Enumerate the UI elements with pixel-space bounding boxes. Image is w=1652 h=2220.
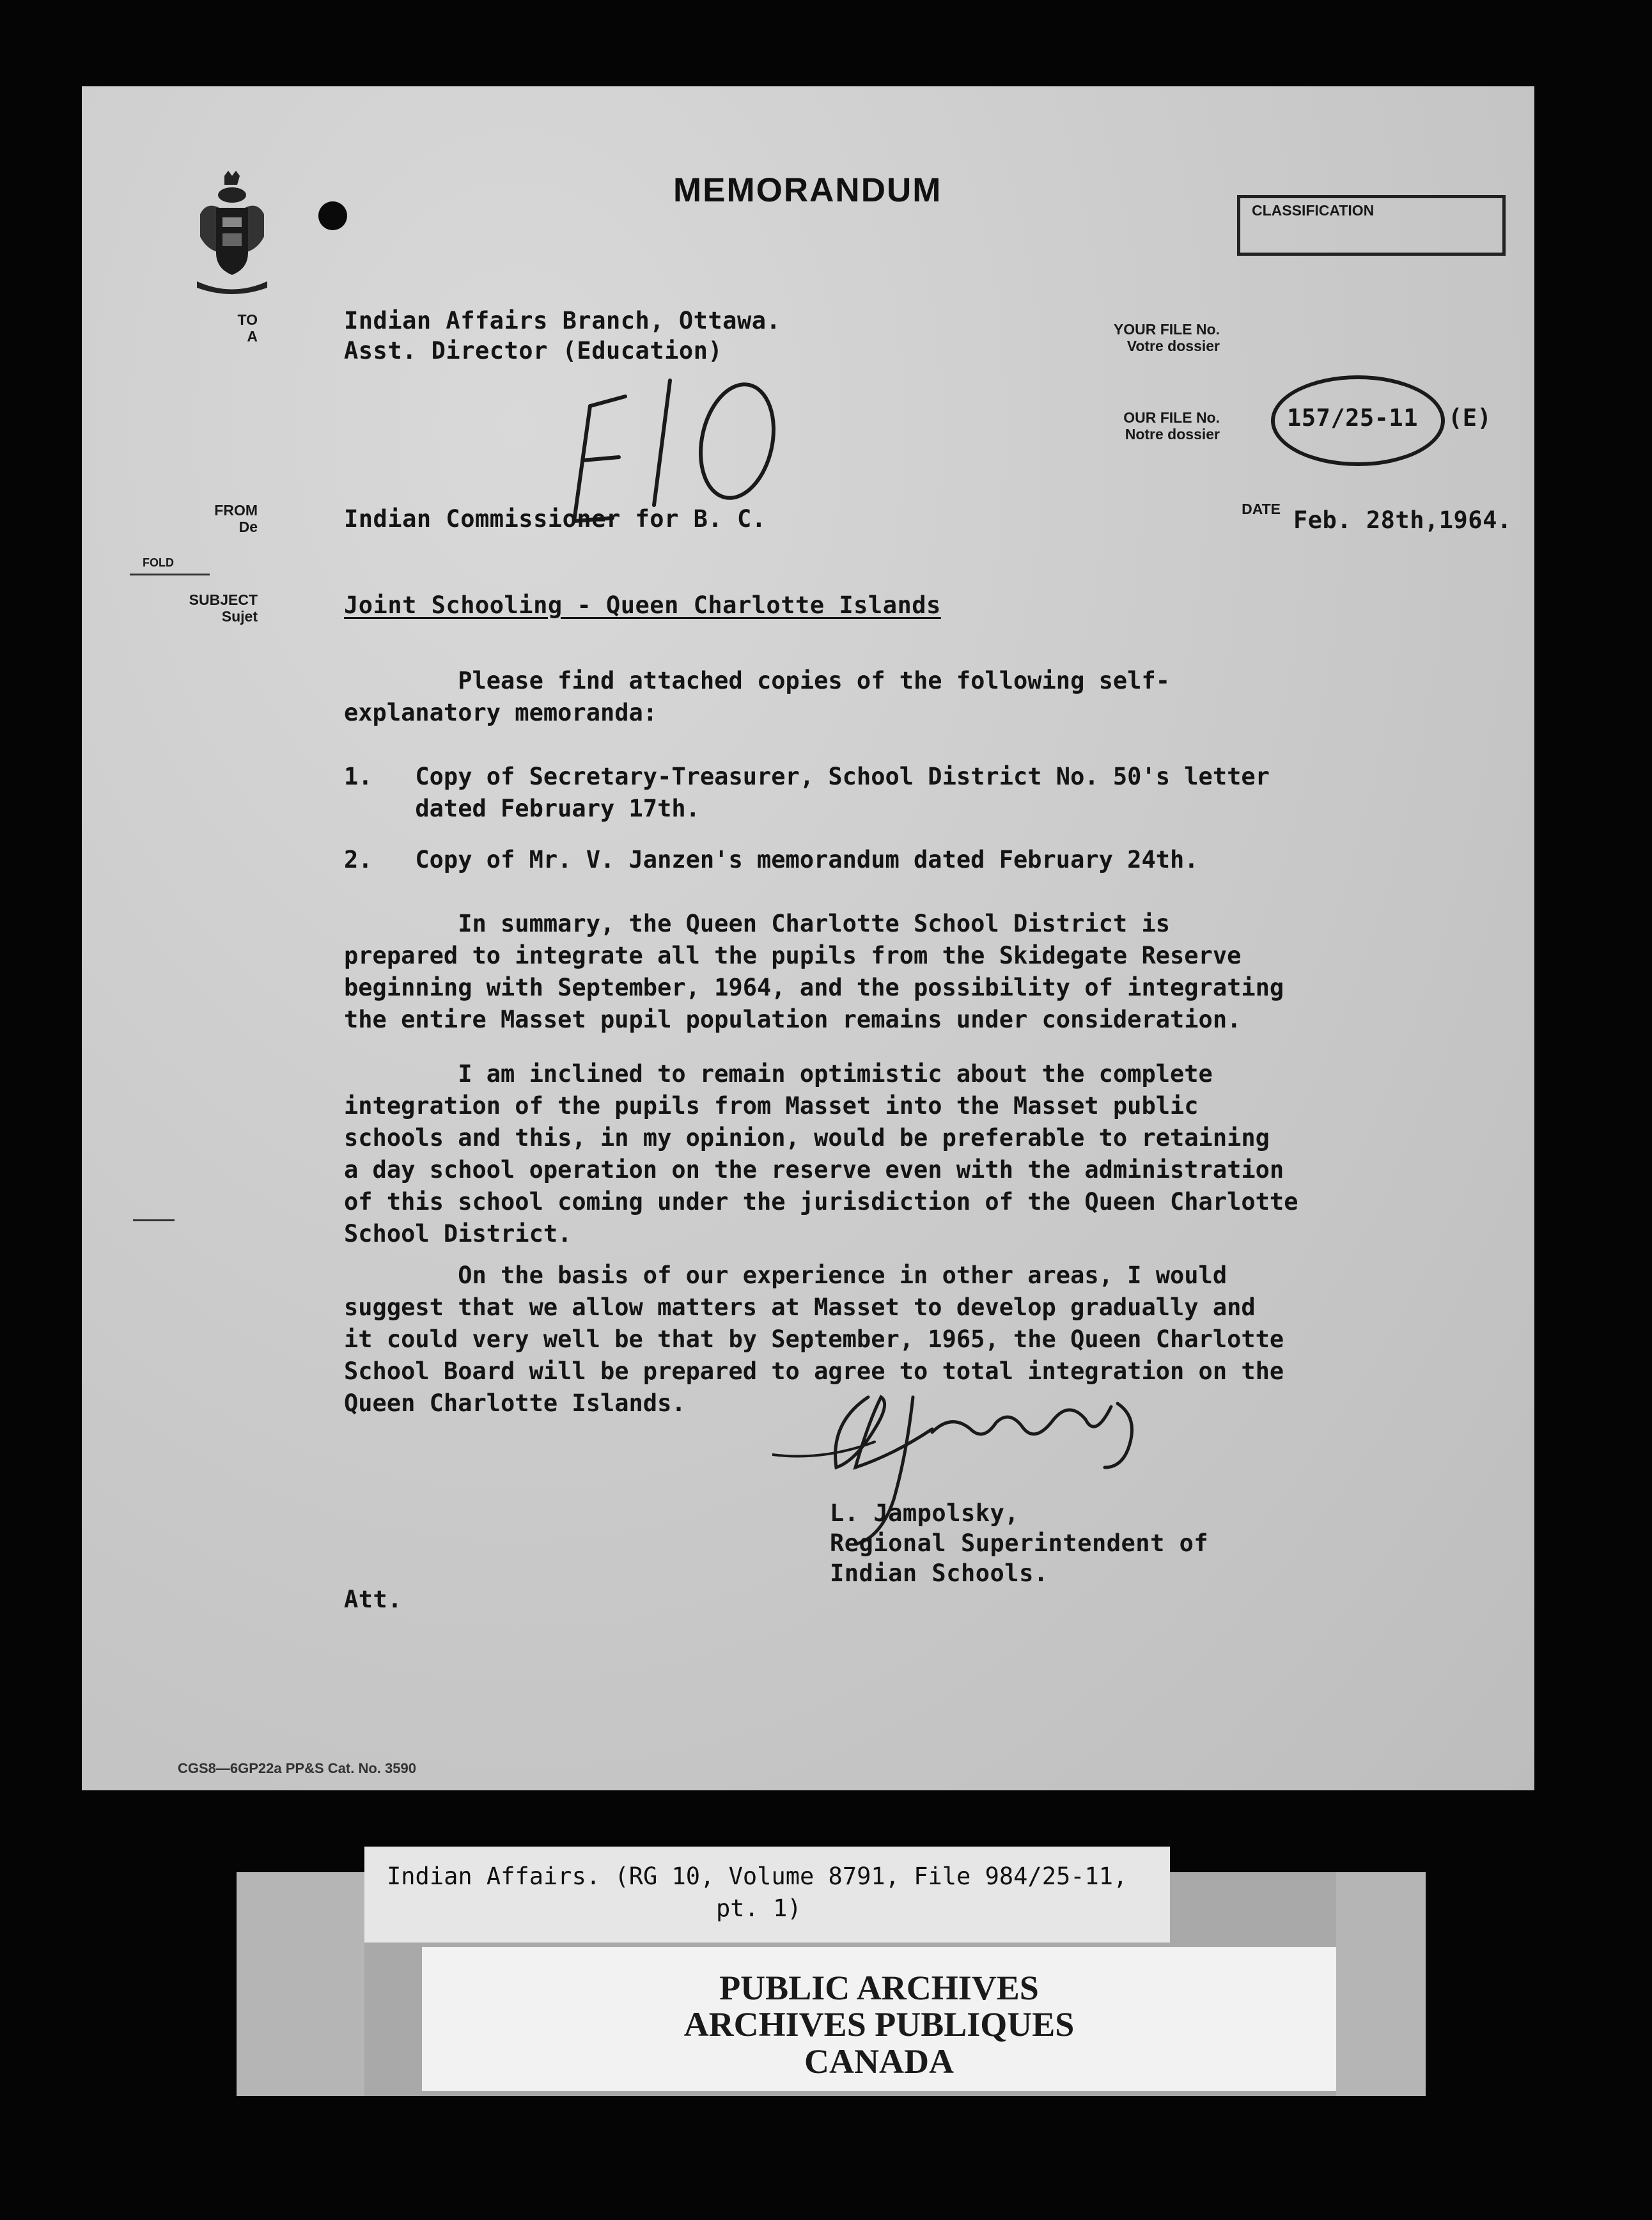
coat-of-arms-icon (187, 169, 277, 297)
our-file-label-fr: Notre dossier (1125, 426, 1220, 443)
to-label (219, 311, 258, 345)
archive-reference-line-1: Indian Affairs. (RG 10, Volume 8791, File 984/25-11, (387, 1863, 1128, 1890)
archive-strip-left-tab (237, 1872, 364, 2096)
paragraph-experience: On the basis of our experience in other areas, I would suggest that we allow matters at Masset to develop gradually and it could very well be that by September, 1965, the Queen Charlotte School Board will be prepared to agree to total integration on the Queen Charlotte Islands. (344, 1262, 1284, 1417)
from-label (203, 502, 258, 536)
from-value: Indian Commissioner for B. C. (344, 505, 767, 533)
intro-paragraph: Please find attached copies of the following self- explanatory memoranda: (344, 667, 1171, 726)
fold-label: FOLD (143, 556, 174, 569)
margin-mark (133, 1219, 175, 1221)
archive-stamp-panel (422, 1947, 1336, 2091)
list-item-2: 2. Copy of Mr. V. Janzen's memorandum dated February 24th. (344, 846, 1199, 873)
subject-label-en: SUBJECT (189, 591, 258, 608)
classification-box (1237, 195, 1506, 256)
archive-stamp-line-2: ARCHIVES PUBLIQUES (683, 2005, 1075, 2044)
archive-strip-right-tab (1336, 1872, 1426, 2096)
punch-hole (318, 201, 347, 230)
paragraph-summary: In summary, the Queen Charlotte School District is prepared to integrate all the pupils from the Skidegate Reserve beginning with September, 1964, and the possibility of integrating the entire Masset pupil population remains under consideration. (344, 910, 1284, 1033)
paragraph-optimistic: I am inclined to remain optimistic about the complete integration of the pupils from Masset into the Masset public schools and this, in my opinion, would be preferable to retaining a day school operation on the reserve even with the administration of this school coming under the jurisdiction of the Queen Charlotte School District. (344, 1060, 1298, 1247)
archive-reference-label (364, 1847, 1170, 1942)
our-file-label-en: OUR FILE No. (1123, 409, 1220, 426)
attachment-note: Att. (344, 1586, 403, 1613)
fold-line (130, 574, 210, 575)
your-file-label (1079, 321, 1220, 355)
signer-name: L. Jampolsky, (830, 1499, 1020, 1527)
subject-label-fr: Sujet (221, 608, 258, 625)
our-file-suffix: (E) (1448, 404, 1492, 432)
your-file-label-en: YOUR FILE No. (1113, 321, 1220, 338)
your-file-label-fr: Votre dossier (1126, 338, 1220, 355)
archive-stamp-line-3: CANADA (804, 2042, 954, 2081)
to-line-2: Asst. Director (Education) (344, 337, 723, 364)
form-number: CGS8—6GP22a PP&S Cat. No. 3590 (178, 1760, 416, 1776)
to-label-fr: A (247, 328, 258, 345)
our-file-number: 157/25-11 (1287, 404, 1418, 432)
archive-reference-line-2: pt. 1) (716, 1895, 802, 1922)
signer-title-line-1: Regional Superintendent of (830, 1529, 1209, 1557)
memo-title: MEMORANDUM (673, 171, 942, 209)
date-label: DATE (1242, 501, 1281, 517)
signer-title-line-2: Indian Schools. (830, 1559, 1048, 1587)
to-label-en: TO (237, 311, 258, 328)
classification-label: CLASSIFICATION (1252, 202, 1375, 219)
subject-value: Joint Schooling - Queen Charlotte Islands (344, 591, 941, 619)
from-label-en: FROM (214, 502, 258, 519)
to-line-1: Indian Affairs Branch, Ottawa. (344, 307, 781, 334)
subject-label (184, 591, 258, 625)
list-item-1: 1. Copy of Secretary-Treasurer, School District No. 50's letter dated February 17th. (344, 763, 1270, 822)
our-file-label (1079, 409, 1220, 443)
from-label-fr: De (238, 519, 258, 536)
date-value: Feb. 28th,1964. (1293, 506, 1512, 534)
archive-stamp-line-1: PUBLIC ARCHIVES (719, 1969, 1039, 2007)
memo-page (82, 86, 1534, 1790)
